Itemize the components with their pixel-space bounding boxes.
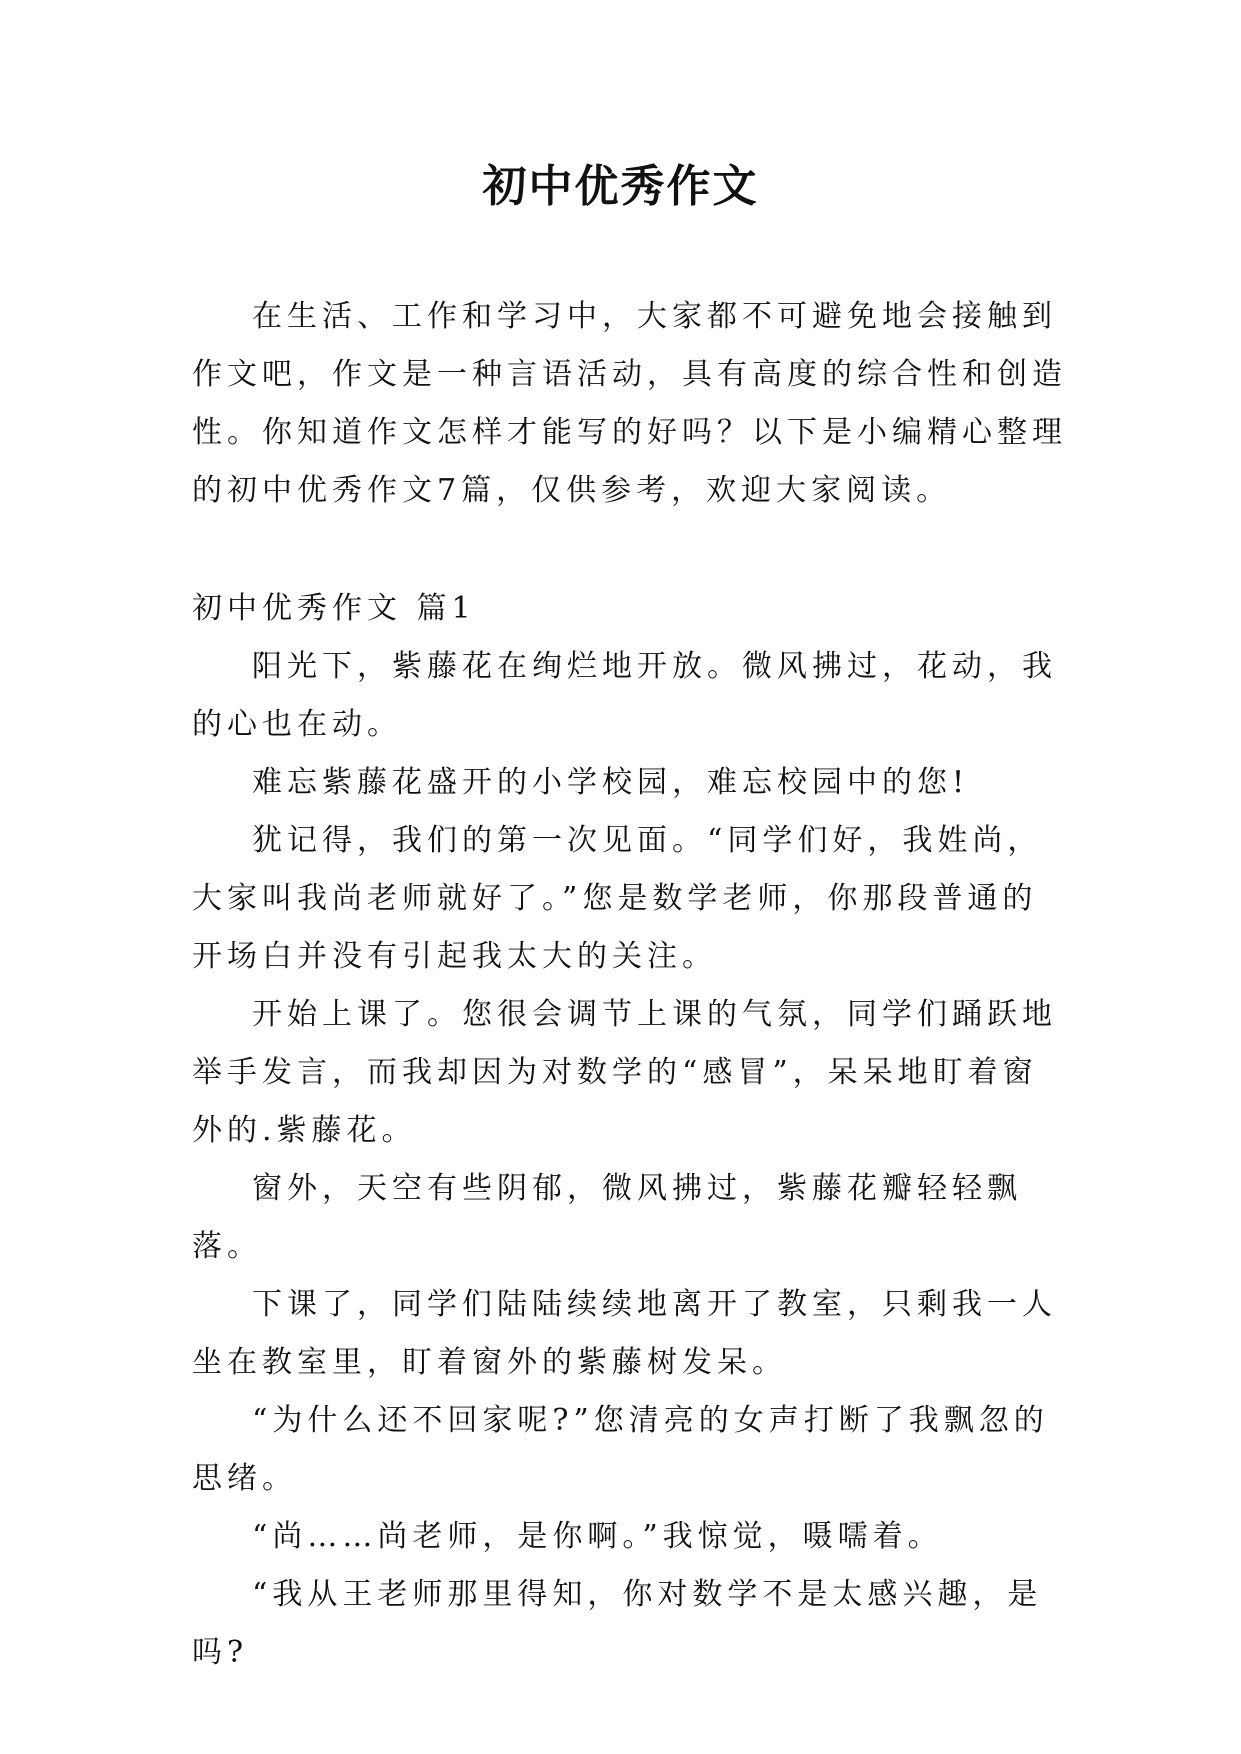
article-section [192,580,1072,1682]
article-paragraph-5: 窗外，天空有些阴郁，微风拂过，紫藤花瓣轻轻飘落。 [192,1171,1022,1264]
intro-section [192,288,1072,520]
article-paragraph-6: 下课了，同学们陆陆续续地离开了教室，只剩我一人坐在教室里，盯着窗外的紫藤树发呆。 [192,1287,1057,1380]
article-paragraph-1: 阳光下，紫藤花在绚烂地开放。微风拂过，花动，我的心也在动。 [192,649,1057,742]
article-paragraph-4: 开始上课了。您很会调节上课的气氛，同学们踊跃地举手发言，而我却因为对数学的“感冒”，呆呆地盯着窗外的.紫藤花。 [192,997,1057,1148]
intro-paragraph: 在生活、工作和学习中，大家都不可避免地会接触到作文吧，作文是一种言语活动，具有高度的综合性和创造性。你知道作文怎样才能写的好吗？以下是小编精心整理的初中优秀作文7篇，仅供参考，欢迎大家阅读。 [192,299,1067,508]
article-heading: 初中优秀作文 篇1 [192,591,476,626]
article-paragraph-8: “尚……尚老师，是你啊。”我惊觉，嗫嚅着。 [252,1519,943,1554]
article-paragraph-2: 难忘紫藤花盛开的小学校园，难忘校园中的您! [252,765,970,800]
document-title: 初中优秀作文 [482,161,759,212]
article-paragraph-3: 犹记得，我们的第一次见面。“同学们好，我姓尚，大家叫我尚老师就好了。”您是数学老师，你那段普通的开场白并没有引起我太大的关注。 [192,823,1043,974]
article-paragraph-7: “为什么还不回家呢?”您清亮的女声打断了我飘忽的思绪。 [192,1403,1049,1496]
article-paragraph-9: “我从王老师那里得知，你对数学不是太感兴趣，是吗? [192,1577,1043,1670]
